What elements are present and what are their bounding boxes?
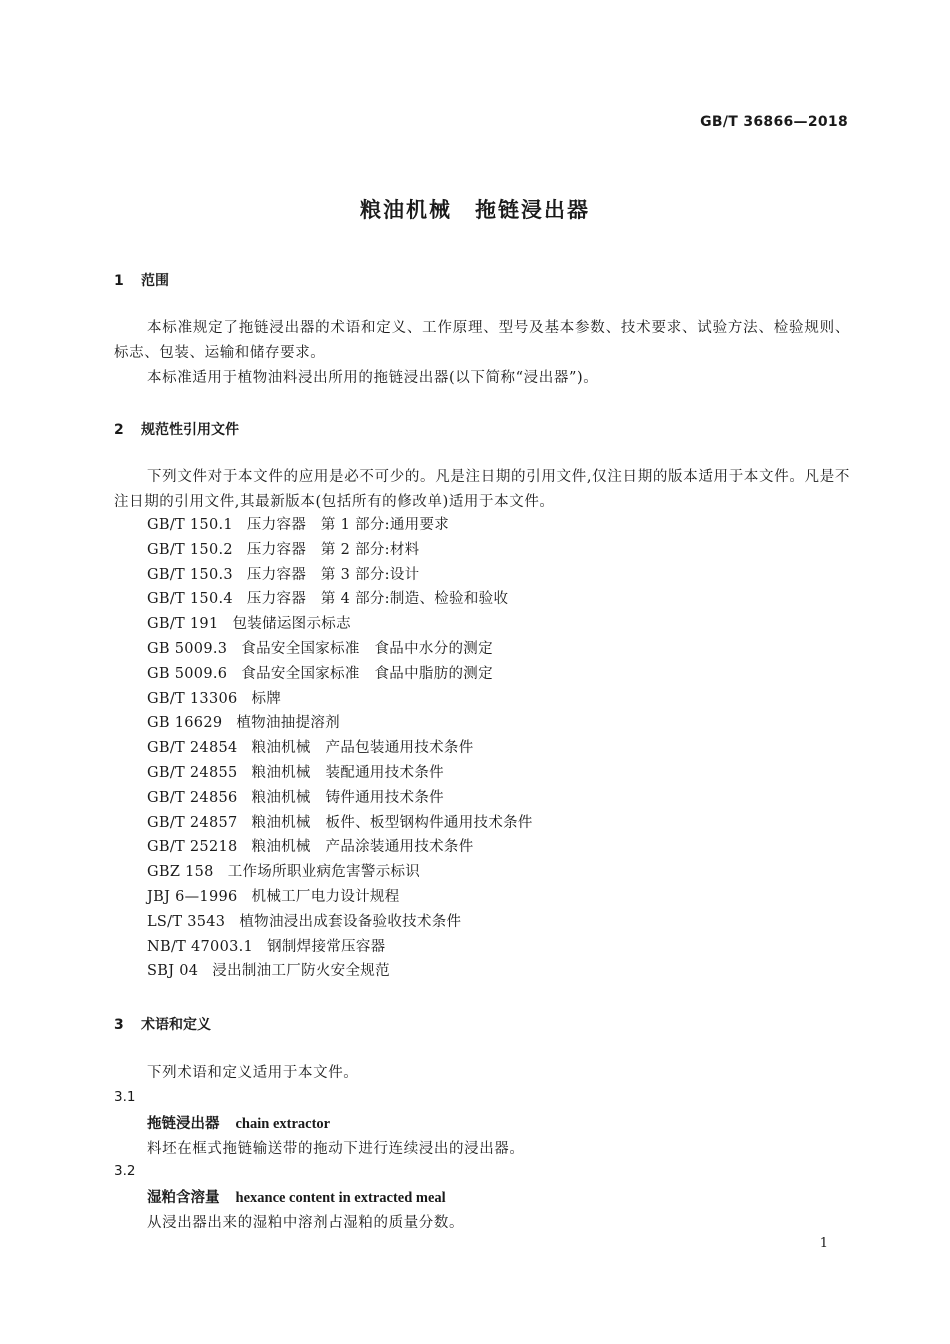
- list-item: [147, 761, 533, 786]
- page-number: 1: [819, 1236, 828, 1251]
- reference-code: NB/T 47003.1: [147, 938, 254, 955]
- reference-title: 钢制焊接常压容器: [267, 938, 386, 955]
- list-item: [147, 612, 533, 637]
- term-name-en: chain extractor: [235, 1116, 331, 1132]
- reference-code: GB 16629: [147, 715, 223, 732]
- term-name-zh: 拖链浸出器: [147, 1116, 220, 1132]
- list-item: [147, 637, 533, 662]
- term-name-en: hexance content in extracted meal: [235, 1190, 446, 1206]
- reference-title: 压力容器 第 4 部分:制造、检验和验收: [246, 591, 509, 608]
- term-definition: 料坯在框式拖链输送带的拖动下进行连续浸出的浸出器。: [147, 1141, 525, 1157]
- reference-title: 浸出制油工厂防火安全规范: [212, 963, 390, 980]
- list-item: [147, 835, 533, 860]
- list-item: [147, 786, 533, 811]
- section-3-heading: [114, 1014, 211, 1034]
- section-title: 规范性引用文件: [141, 422, 239, 438]
- reference-title: 工作场所职业病危害警示标识: [227, 864, 421, 881]
- reference-title: 植物油抽提溶剂: [236, 715, 340, 732]
- list-item: [147, 811, 533, 836]
- list-item: [147, 910, 533, 935]
- reference-code: GB/T 24855: [147, 764, 238, 781]
- list-item: [147, 860, 533, 885]
- term-number: 3.1: [114, 1089, 136, 1105]
- reference-title: 压力容器 第 1 部分:通用要求: [246, 517, 450, 533]
- reference-title: 植物油浸出成套设备验收技术条件: [239, 913, 462, 930]
- reference-code: GB 5009.6: [147, 665, 228, 682]
- reference-code: GB/T 191: [147, 616, 219, 633]
- section-number: 3: [114, 1017, 124, 1033]
- term-name: [147, 1186, 446, 1207]
- reference-code: GB/T 150.3: [147, 566, 233, 583]
- reference-code: GB/T 24857: [147, 814, 238, 831]
- reference-title: 粮油机械 铸件通用技术条件: [251, 789, 444, 806]
- reference-title: 标牌: [251, 690, 282, 707]
- section-number: 2: [114, 422, 124, 438]
- reference-code: GB 5009.3: [147, 640, 228, 657]
- reference-title: 压力容器 第 2 部分:材料: [246, 541, 420, 558]
- reference-title: 机械工厂电力设计规程: [251, 888, 400, 905]
- section-1-heading: [114, 270, 169, 290]
- reference-code: GB/T 150.1: [147, 517, 233, 533]
- references-intro-paragraph: 下列文件对于本文件的应用是必不可少的。凡是注日期的引用文件,仅注日期的版本适用于本文件。凡是不注日期的引用文件,其最新版本(包括所有的修改单)适用于本文件。: [114, 469, 850, 510]
- reference-code: GB/T 24856: [147, 789, 238, 806]
- list-item: [147, 662, 533, 687]
- term-number: 3.2: [114, 1163, 136, 1179]
- term-definition: 从浸出器出来的湿粕中溶剂占湿粕的质量分数。: [147, 1215, 465, 1231]
- reference-code: GB/T 150.2: [147, 541, 233, 558]
- scope-paragraph-2: 本标准适用于植物油料浸出所用的拖链浸出器(以下简称“浸出器”)。: [147, 370, 599, 386]
- reference-code: LS/T 3543: [147, 913, 226, 930]
- reference-title: 粮油机械 产品包装通用技术条件: [251, 740, 474, 757]
- reference-code: GB/T 13306: [147, 690, 238, 707]
- list-item: [147, 711, 533, 736]
- section-title: 范围: [141, 273, 169, 289]
- reference-title: 粮油机械 板件、板型钢构件通用技术条件: [251, 814, 533, 831]
- terms-intro-paragraph: 下列术语和定义适用于本文件。: [147, 1065, 359, 1081]
- standard-code: GB/T 36866—2018: [700, 114, 848, 130]
- term-name: [147, 1112, 330, 1133]
- scope-paragraph-1: 本标准规定了拖链浸出器的术语和定义、工作原理、型号及基本参数、技术要求、试验方法、检验规则、标志、包装、运输和储存要求。: [114, 320, 850, 361]
- reference-code: GBZ 158: [147, 864, 214, 881]
- reference-code: GB/T 150.4: [147, 591, 233, 608]
- list-item: [147, 538, 533, 563]
- document-title: 粮油机械 拖链浸出器: [360, 198, 590, 222]
- reference-code: SBJ 04: [147, 963, 199, 980]
- list-item: [147, 687, 533, 712]
- reference-title: 包装储运图示标志: [232, 616, 351, 633]
- list-item: [147, 563, 533, 588]
- list-item: [147, 959, 533, 984]
- reference-title: 粮油机械 产品涂装通用技术条件: [251, 839, 474, 856]
- normative-references-list: [147, 513, 533, 984]
- list-item: [147, 587, 533, 612]
- section-2-heading: [114, 419, 239, 439]
- reference-title: 粮油机械 装配通用技术条件: [251, 764, 444, 781]
- reference-title: 压力容器 第 3 部分:设计: [246, 566, 420, 583]
- list-item: [147, 736, 533, 761]
- reference-title: 食品安全国家标准 食品中水分的测定: [241, 640, 493, 657]
- reference-code: GB/T 24854: [147, 740, 238, 757]
- section-number: 1: [114, 273, 124, 289]
- section-title: 术语和定义: [141, 1017, 211, 1033]
- list-item: [147, 885, 533, 910]
- reference-title: 食品安全国家标准 食品中脂肪的测定: [241, 665, 493, 682]
- term-name-zh: 湿粕含溶量: [147, 1190, 220, 1206]
- reference-code: JBJ 6—1996: [147, 888, 238, 905]
- list-item: [147, 513, 533, 538]
- reference-code: GB/T 25218: [147, 839, 238, 856]
- list-item: [147, 935, 533, 960]
